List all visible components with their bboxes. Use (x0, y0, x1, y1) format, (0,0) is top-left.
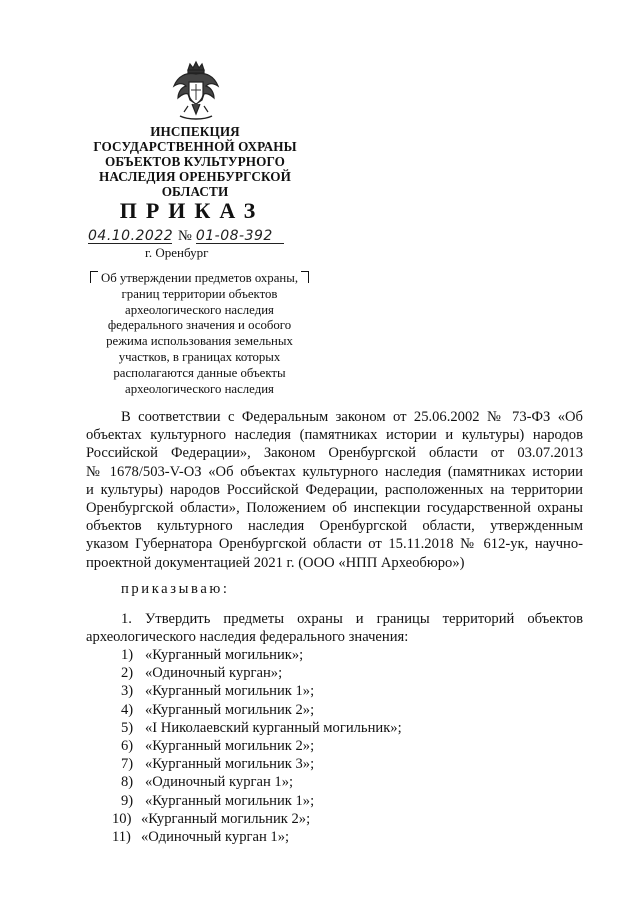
agency-name-line: ГОСУДАРСТВЕННОЙ ОХРАНЫ (93, 139, 297, 154)
agency-name-line: НАСЛЕДИЯ ОРЕНБУРГСКОЙ (98, 169, 292, 184)
list-item (121, 701, 402, 719)
list-item (121, 792, 402, 810)
list-item-number: 3) (121, 683, 134, 700)
subject-line: археологического наследия (125, 302, 274, 317)
coat-of-arms-icon (170, 60, 222, 122)
preamble-line: № 1678/503-V-ОЗ «Об объектах культурного наследия (памятниках истории (86, 463, 583, 480)
list-item-name: «Курганный могильник 1»; (145, 792, 315, 809)
list-item (121, 719, 402, 737)
list-item-name: «Курганный могильник 2»; (141, 810, 311, 827)
list-item-number: 4) (121, 701, 134, 718)
order-title: ПРИКАЗ (119, 198, 265, 223)
order-city: г. Оренбург (145, 245, 209, 260)
preamble-line: В соответствии с Федеральным законом от 25.06.2002 № 73-ФЗ «Об (121, 409, 583, 425)
agency-name-line: ИНСПЕКЦИЯ (150, 124, 240, 139)
list-item-number: 7) (121, 756, 134, 773)
preamble-paragraph (86, 408, 583, 572)
list-item (121, 646, 402, 664)
order-date: 04.10.2022 (88, 228, 174, 244)
list-item-number: 1) (121, 647, 134, 663)
list-item-name: «Одиночный курган 1»; (141, 829, 290, 846)
item-1-line: 1. Утвердить предметы охраны и границы территорий объектов (121, 611, 583, 627)
item-1-paragraph (86, 610, 583, 646)
list-item-name: «I Николаевский курганный могильник»; (145, 719, 402, 736)
list-item-name: «Одиночный курган 1»; (145, 774, 294, 791)
preamble-line: Российской Федерации», Законом Оренбургской области от 03.07.2013 (86, 445, 583, 462)
order-number: 01-08-392 (196, 229, 284, 244)
subject-line: археологического наследия (125, 381, 274, 396)
list-item (112, 810, 402, 828)
list-item-number: 8) (121, 774, 134, 791)
agency-name-line: ОБЛАСТИ (161, 184, 229, 199)
list-item-name: «Курганный могильник»; (145, 647, 304, 663)
preamble-line: проектной документацией 2021 г. (ООО «НПП Археобюро») (86, 554, 465, 571)
agency-name (60, 124, 330, 199)
subject-line: режима использования земельных (106, 334, 293, 349)
list-item-name: «Курганный могильник 2»; (145, 738, 315, 755)
order-verb: приказываю: (121, 581, 230, 597)
preamble-line: и культуры) народов Российской Федерации, расположенных на территории (86, 481, 583, 498)
list-item-number: 10) (112, 810, 132, 827)
list-item-number: 9) (121, 792, 134, 809)
preamble-line: Оренбургской области», Положением об инспекции государственной охраны (86, 500, 583, 517)
order-subject (92, 271, 307, 397)
subject-line: участков, в границах которых (118, 349, 281, 364)
list-item (121, 773, 402, 791)
list-item-number: 5) (121, 719, 134, 736)
list-item (112, 828, 402, 846)
preamble-line: объектов культурного наследия Оренбургской области, утвержденным (86, 518, 583, 535)
subject-line: располагаются данные объекты (113, 365, 286, 380)
number-sign: № (178, 228, 192, 244)
subject-line: федерального значения и особого (107, 318, 292, 333)
subject-line: Об утверждении предметов охраны, (100, 271, 299, 285)
order-date-number (88, 228, 348, 245)
subject-line: границ территории объектов (121, 286, 278, 301)
list-item (121, 737, 402, 755)
list-item-number: 2) (121, 665, 134, 682)
agency-name-line: ОБЪЕКТОВ КУЛЬТУРНОГО (104, 154, 286, 169)
list-item (121, 664, 402, 682)
list-item (121, 755, 402, 773)
objects-list (112, 646, 402, 846)
list-item (121, 682, 402, 700)
list-item-name: «Одиночный курган»; (145, 665, 283, 682)
list-item-number: 6) (121, 738, 134, 755)
item-1-line: археологического наследия федерального значения: (86, 629, 409, 646)
preamble-line: указом Губернатора Оренбургской области от 15.11.2018 № 612-ук, научно- (86, 536, 583, 553)
list-item-number: 11) (112, 829, 131, 846)
list-item-name: «Курганный могильник 2»; (145, 701, 315, 718)
list-item-name: «Курганный могильник 3»; (145, 756, 315, 773)
list-item-name: «Курганный могильник 1»; (145, 683, 315, 700)
preamble-line: объектах культурного наследия (памятниках истории и культуры) народов (86, 427, 583, 444)
